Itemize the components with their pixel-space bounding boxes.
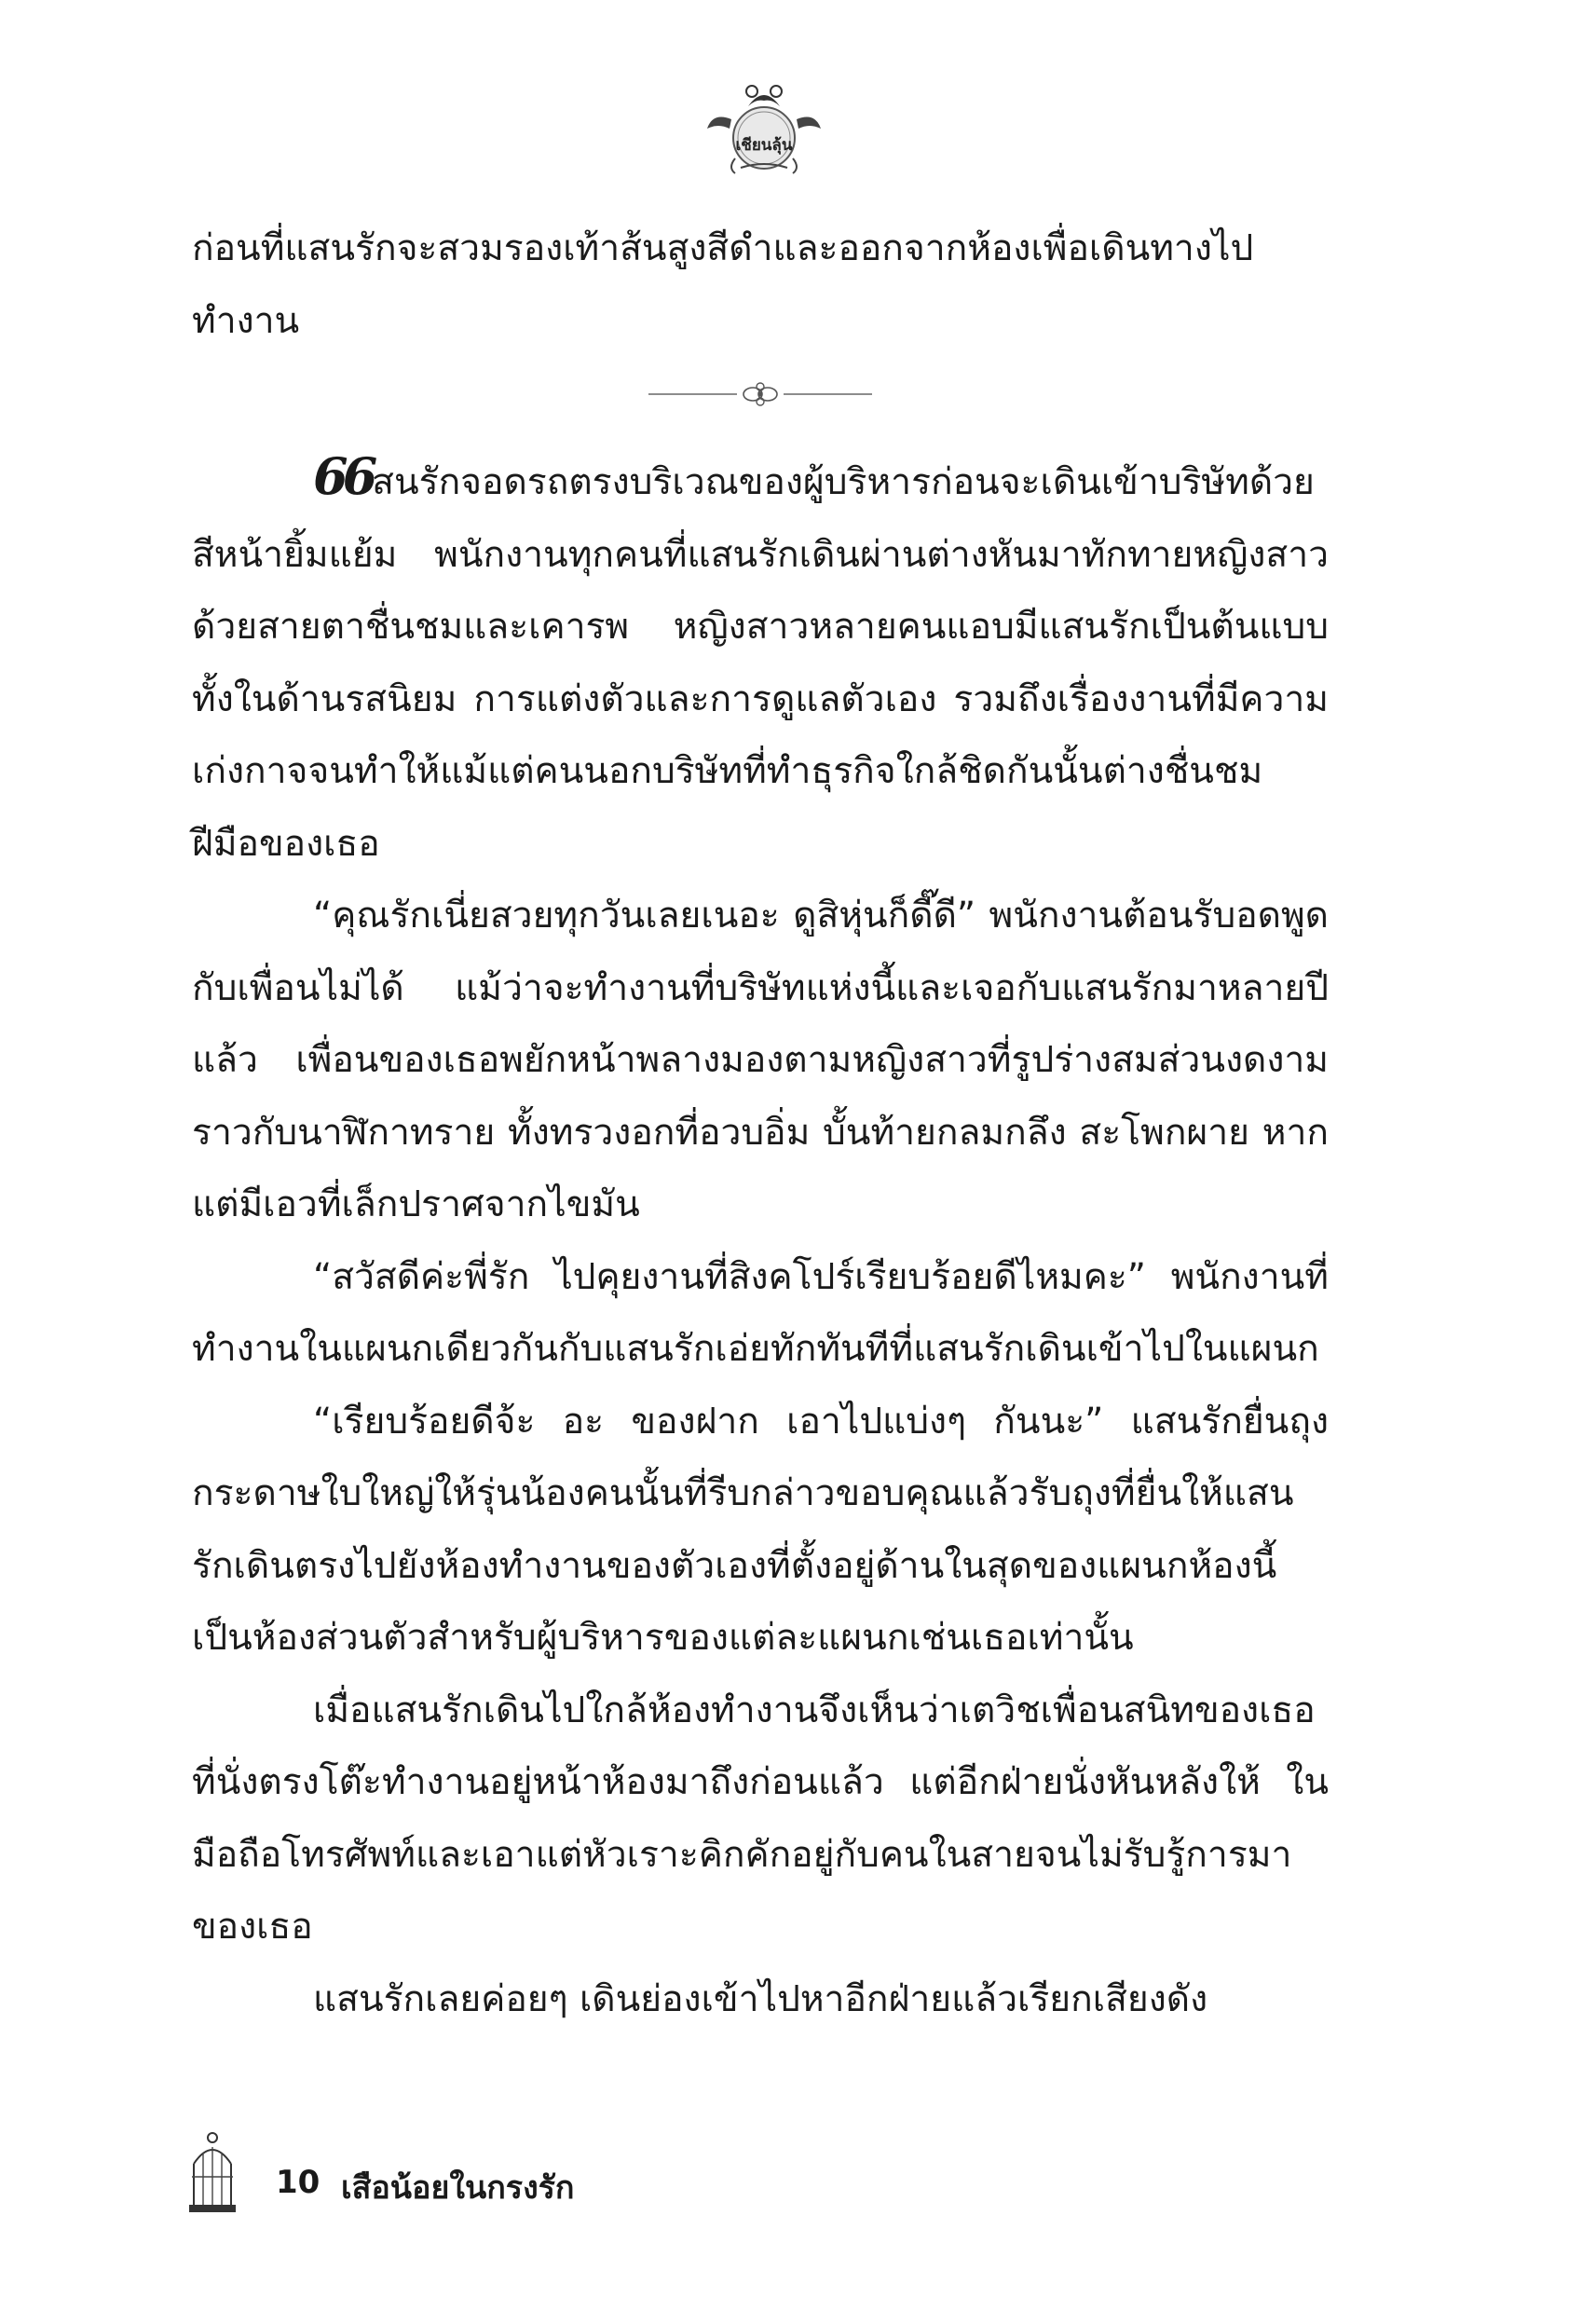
paragraph-text: สนรักจอดรถตรงบริเวณของผู้บริหารก่อนจะเดินเข้าบริษัทด้วยสีหน้ายิ้มแย้ม พนักงานทุกคนที่แสนรักเดินผ่านต่างหันมาทักทายหญิงสาวด้วยสายตาชื่นชมและเคารพ หญิงสาวหลายคนแอบมีแสนรักเป็นต้นแบบทั้งในด้านรสนิยม การแต่งตัวและการดูแลตัวเอง รวมถึงเรื่องงานที่มีความเก่งกาจจนทำให้แม้แต่คนนอกบริษัทที่ทำธุรกิจใกล้ชิดกันนั้นต่างชื่นชมฝีมือของเธอ <box>192 461 1329 865</box>
dropcap-quote: 66 <box>313 446 373 506</box>
paragraph: ก่อนที่แสนรักจะสวมรองเท้าส้นสูงสีดำและออกจากห้องเพื่อเดินทางไปทำงาน <box>192 227 1254 342</box>
section-divider <box>192 357 1329 446</box>
paragraph: แสนรักเลยค่อยๆ เดินย่องเข้าไปหาอีกฝ่ายแล้วเรียกเสียงดัง <box>313 1977 1208 2020</box>
birdcage-icon <box>186 2130 239 2216</box>
paragraph: “คุณรักเนี่ยสวยทุกวันเลยเนอะ ดูสิหุ่นก็ดี๊ดี” พนักงานต้อนรับอดพูดกับเพื่อนไม่ได้ แม้ว่าจะทำงานที่บริษัทแห่งนี้และเจอกับแสนรักมาหลายปีแล้ว เพื่อนของเธอพยักหน้าพลางมองตามหญิงสาวที่รูปร่างสมส่วนงดงามราวกับนาฬิกาทราย ทั้งทรวงอกที่อวบอิ่ม บั้นท้ายกลมกลึง สะโพกผาย หากแต่มีเอวที่เล็กปราศจากไขมัน <box>192 895 1329 1225</box>
paragraph: เมื่อแสนรักเดินไปใกล้ห้องทำงานจึงเห็นว่าเตวิชเพื่อนสนิทของเธอที่นั่งตรงโต๊ะทำงานอยู่หน้าห้องมาถึงก่อนแล้ว แต่อีกฝ่ายนั่งหันหลังให้ ในมือถือโทรศัพท์และเอาแต่หัวเราะคิกคักอยู่กับคนในสายจนไม่รับรู้การมาของเธอ <box>192 1689 1329 1948</box>
page-number: 10 <box>276 2164 321 2201</box>
header-logo <box>694 75 834 177</box>
page-footer <box>186 2130 839 2223</box>
book-title: เสือน้อยในกรงรัก <box>341 2169 575 2207</box>
publisher-emblem-icon <box>694 75 834 177</box>
page-body <box>192 212 1329 2035</box>
logo-text: เชียนลุ้น <box>735 136 793 155</box>
paragraph: “สวัสดีค่ะพี่รัก ไปคุยงานที่สิงคโปร์เรียบร้อยดีไหมคะ” พนักงานที่ทำงานในแผนกเดียวกันกับแสนรักเอ่ยทักทันทีที่แสนรักเดินเข้าไปในแผนก <box>192 1255 1329 1370</box>
paragraph <box>192 446 1329 880</box>
paragraph: “เรียบร้อยดีจ้ะ อะ ของฝาก เอาไปแบ่งๆ กันนะ” แสนรักยื่นถุงกระดาษใบใหญ่ให้รุ่นน้องคนนั้นที่รีบกล่าวขอบคุณแล้วรับถุงที่ยื่นให้แสนรักเดินตรงไปยังห้องทำงานของตัวเองที่ตั้งอยู่ด้านในสุดของแผนกห้องนี้เป็นห้องส่วนตัวสำหรับผู้บริหารของแต่ละแผนกเช่นเธอเท่านั้น <box>192 1400 1329 1659</box>
ornament-divider-icon <box>648 376 872 413</box>
